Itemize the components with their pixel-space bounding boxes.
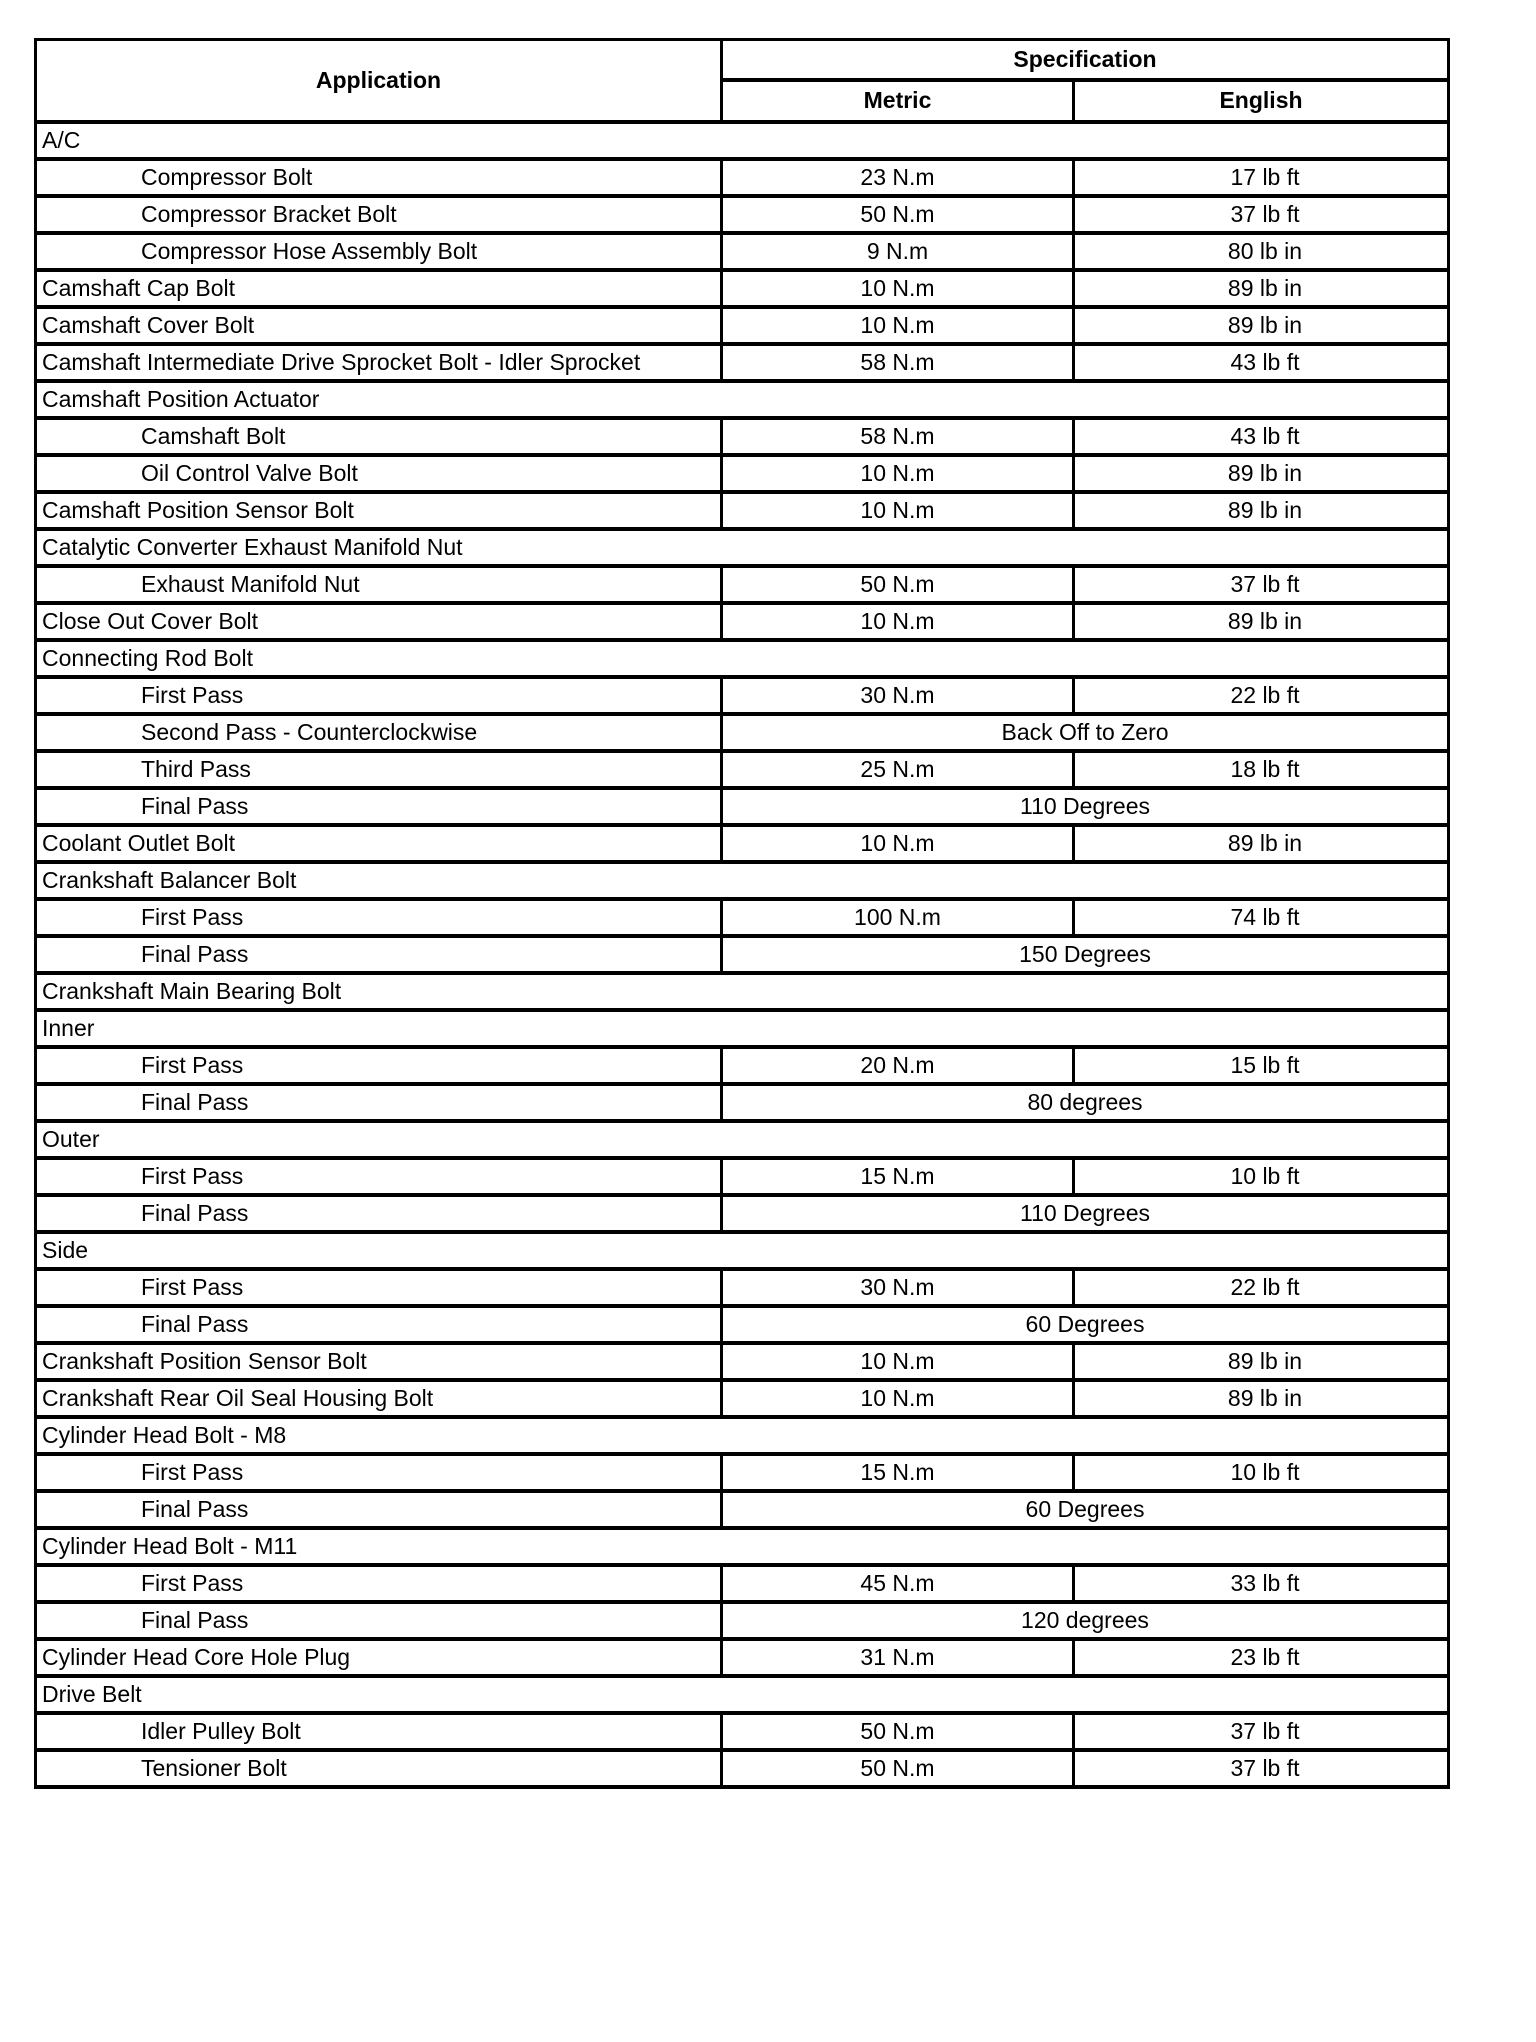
english-value-cell: 80 lb in: [1074, 233, 1449, 270]
table-row: [36, 825, 1449, 862]
table-row: [36, 1454, 1449, 1491]
metric-value-cell: 10 N.m: [722, 270, 1074, 307]
table-row: [36, 973, 1449, 1010]
header-specification: Specification: [722, 40, 1449, 81]
table-row: [36, 1491, 1449, 1528]
metric-value-cell: 10 N.m: [722, 603, 1074, 640]
section-heading-cell: Connecting Rod Bolt: [36, 640, 1449, 677]
table-row: [36, 899, 1449, 936]
metric-value-cell: 30 N.m: [722, 677, 1074, 714]
application-cell: Crankshaft Rear Oil Seal Housing Bolt: [36, 1380, 722, 1417]
sub-application-cell: Final Pass: [36, 1306, 722, 1343]
sub-application-cell: Compressor Bolt: [36, 159, 722, 196]
table-row: [36, 418, 1449, 455]
table-row: [36, 1084, 1449, 1121]
metric-value-cell: 10 N.m: [722, 1380, 1074, 1417]
sub-application-cell: First Pass: [36, 1047, 722, 1084]
combined-spec-cell: 150 Degrees: [722, 936, 1449, 973]
metric-value-cell: 50 N.m: [722, 1713, 1074, 1750]
table-body: [36, 122, 1449, 1787]
application-cell: Camshaft Cover Bolt: [36, 307, 722, 344]
combined-spec-cell: 60 Degrees: [722, 1491, 1449, 1528]
table-row: [36, 381, 1449, 418]
table-row: [36, 566, 1449, 603]
english-value-cell: 22 lb ft: [1074, 677, 1449, 714]
english-value-cell: 22 lb ft: [1074, 1269, 1449, 1306]
table-row: [36, 1565, 1449, 1602]
metric-value-cell: 23 N.m: [722, 159, 1074, 196]
sub-application-cell: First Pass: [36, 1565, 722, 1602]
sub-application-cell: Final Pass: [36, 1195, 722, 1232]
sub-application-cell: Camshaft Bolt: [36, 418, 722, 455]
table-row: [36, 714, 1449, 751]
combined-spec-cell: 110 Degrees: [722, 788, 1449, 825]
table-row: [36, 122, 1449, 159]
table-row: [36, 936, 1449, 973]
metric-value-cell: 50 N.m: [722, 1750, 1074, 1787]
metric-value-cell: 10 N.m: [722, 455, 1074, 492]
table-row: [36, 344, 1449, 381]
sub-application-cell: Tensioner Bolt: [36, 1750, 722, 1787]
english-value-cell: 89 lb in: [1074, 307, 1449, 344]
sub-application-cell: Final Pass: [36, 936, 722, 973]
metric-value-cell: 50 N.m: [722, 566, 1074, 603]
application-cell: Close Out Cover Bolt: [36, 603, 722, 640]
table-row: [36, 1676, 1449, 1713]
combined-spec-cell: 80 degrees: [722, 1084, 1449, 1121]
metric-value-cell: 9 N.m: [722, 233, 1074, 270]
sub-application-cell: First Pass: [36, 1269, 722, 1306]
metric-value-cell: 50 N.m: [722, 196, 1074, 233]
combined-spec-cell: 120 degrees: [722, 1602, 1449, 1639]
sub-application-cell: First Pass: [36, 899, 722, 936]
english-value-cell: 18 lb ft: [1074, 751, 1449, 788]
table-row: [36, 1195, 1449, 1232]
sub-application-cell: Third Pass: [36, 751, 722, 788]
metric-value-cell: 31 N.m: [722, 1639, 1074, 1676]
english-value-cell: 89 lb in: [1074, 603, 1449, 640]
table-row: [36, 788, 1449, 825]
metric-value-cell: 10 N.m: [722, 307, 1074, 344]
application-cell: Camshaft Cap Bolt: [36, 270, 722, 307]
section-heading-cell: Outer: [36, 1121, 1449, 1158]
application-cell: Camshaft Intermediate Drive Sprocket Bolt - Idler Sprocket: [36, 344, 722, 381]
sub-application-cell: Compressor Bracket Bolt: [36, 196, 722, 233]
header-metric: Metric: [722, 80, 1074, 121]
table-row: [36, 1417, 1449, 1454]
table-row: [36, 492, 1449, 529]
section-heading-cell: A/C: [36, 122, 1449, 159]
english-value-cell: 37 lb ft: [1074, 1750, 1449, 1787]
table-row: [36, 677, 1449, 714]
english-value-cell: 10 lb ft: [1074, 1454, 1449, 1491]
table-row: [36, 233, 1449, 270]
table-row: [36, 1158, 1449, 1195]
header-application: Application: [36, 40, 722, 122]
english-value-cell: 15 lb ft: [1074, 1047, 1449, 1084]
section-heading-cell: Cylinder Head Bolt - M8: [36, 1417, 1449, 1454]
application-cell: Coolant Outlet Bolt: [36, 825, 722, 862]
english-value-cell: 33 lb ft: [1074, 1565, 1449, 1602]
metric-value-cell: 15 N.m: [722, 1158, 1074, 1195]
section-heading-cell: Crankshaft Main Bearing Bolt: [36, 973, 1449, 1010]
sub-application-cell: Exhaust Manifold Nut: [36, 566, 722, 603]
metric-value-cell: 10 N.m: [722, 492, 1074, 529]
sub-application-cell: Final Pass: [36, 1491, 722, 1528]
table-row: [36, 751, 1449, 788]
table-row: [36, 862, 1449, 899]
sub-application-cell: Second Pass - Counterclockwise: [36, 714, 722, 751]
table-row: [36, 1713, 1449, 1750]
combined-spec-cell: 60 Degrees: [722, 1306, 1449, 1343]
section-heading-cell: Side: [36, 1232, 1449, 1269]
english-value-cell: 89 lb in: [1074, 492, 1449, 529]
metric-value-cell: 15 N.m: [722, 1454, 1074, 1491]
table-row: [36, 1528, 1449, 1565]
english-value-cell: 89 lb in: [1074, 270, 1449, 307]
table-row: [36, 1343, 1449, 1380]
table-row: [36, 1047, 1449, 1084]
sub-application-cell: First Pass: [36, 1158, 722, 1195]
english-value-cell: 89 lb in: [1074, 455, 1449, 492]
metric-value-cell: 100 N.m: [722, 899, 1074, 936]
table-row: [36, 159, 1449, 196]
sub-application-cell: Final Pass: [36, 1602, 722, 1639]
table-row: [36, 1010, 1449, 1047]
application-cell: Cylinder Head Core Hole Plug: [36, 1639, 722, 1676]
section-heading-cell: Crankshaft Balancer Bolt: [36, 862, 1449, 899]
table-row: [36, 640, 1449, 677]
table-row: [36, 1121, 1449, 1158]
table-header: [36, 40, 1449, 122]
sub-application-cell: Compressor Hose Assembly Bolt: [36, 233, 722, 270]
metric-value-cell: 20 N.m: [722, 1047, 1074, 1084]
metric-value-cell: 25 N.m: [722, 751, 1074, 788]
table-row: [36, 455, 1449, 492]
metric-value-cell: 30 N.m: [722, 1269, 1074, 1306]
sub-application-cell: First Pass: [36, 677, 722, 714]
section-heading-cell: Camshaft Position Actuator: [36, 381, 1449, 418]
english-value-cell: 37 lb ft: [1074, 566, 1449, 603]
torque-spec-table: [34, 38, 1450, 1789]
english-value-cell: 10 lb ft: [1074, 1158, 1449, 1195]
table-row: [36, 270, 1449, 307]
table-row: [36, 1269, 1449, 1306]
section-heading-cell: Drive Belt: [36, 1676, 1449, 1713]
combined-spec-cell: Back Off to Zero: [722, 714, 1449, 751]
english-value-cell: 74 lb ft: [1074, 899, 1449, 936]
metric-value-cell: 45 N.m: [722, 1565, 1074, 1602]
table-row: [36, 1602, 1449, 1639]
english-value-cell: 23 lb ft: [1074, 1639, 1449, 1676]
table-row: [36, 1306, 1449, 1343]
table-row: [36, 307, 1449, 344]
combined-spec-cell: 110 Degrees: [722, 1195, 1449, 1232]
metric-value-cell: 58 N.m: [722, 418, 1074, 455]
sub-application-cell: First Pass: [36, 1454, 722, 1491]
table-row: [36, 603, 1449, 640]
table-row: [36, 529, 1449, 566]
english-value-cell: 89 lb in: [1074, 1380, 1449, 1417]
application-cell: Camshaft Position Sensor Bolt: [36, 492, 722, 529]
table-row: [36, 196, 1449, 233]
english-value-cell: 89 lb in: [1074, 825, 1449, 862]
section-heading-cell: Catalytic Converter Exhaust Manifold Nut: [36, 529, 1449, 566]
english-value-cell: 17 lb ft: [1074, 159, 1449, 196]
english-value-cell: 43 lb ft: [1074, 344, 1449, 381]
sub-application-cell: Oil Control Valve Bolt: [36, 455, 722, 492]
metric-value-cell: 58 N.m: [722, 344, 1074, 381]
table-row: [36, 1639, 1449, 1676]
metric-value-cell: 10 N.m: [722, 1343, 1074, 1380]
metric-value-cell: 10 N.m: [722, 825, 1074, 862]
sub-application-cell: Final Pass: [36, 788, 722, 825]
application-cell: Crankshaft Position Sensor Bolt: [36, 1343, 722, 1380]
header-english: English: [1074, 80, 1449, 121]
english-value-cell: 37 lb ft: [1074, 1713, 1449, 1750]
english-value-cell: 43 lb ft: [1074, 418, 1449, 455]
english-value-cell: 37 lb ft: [1074, 196, 1449, 233]
section-heading-cell: Inner: [36, 1010, 1449, 1047]
table-row: [36, 1232, 1449, 1269]
sub-application-cell: Final Pass: [36, 1084, 722, 1121]
english-value-cell: 89 lb in: [1074, 1343, 1449, 1380]
sub-application-cell: Idler Pulley Bolt: [36, 1713, 722, 1750]
section-heading-cell: Cylinder Head Bolt - M11: [36, 1528, 1449, 1565]
table-row: [36, 1380, 1449, 1417]
table-row: [36, 1750, 1449, 1787]
